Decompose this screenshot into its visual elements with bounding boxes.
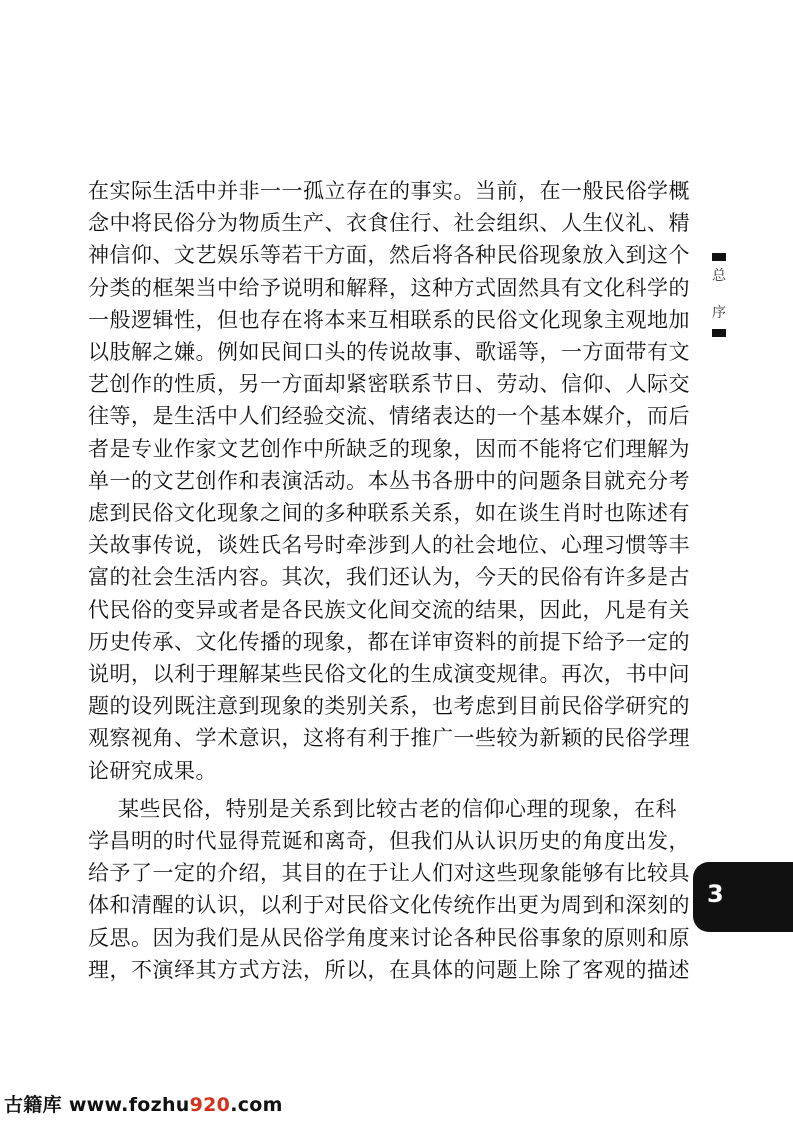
text-line: 论研究成果。 — [88, 758, 217, 783]
text-line: 一般逻辑性，但也存在将本来互相联系的民俗文化现象主观地加 — [88, 307, 690, 332]
text-line: 分类的框架当中给予说明和解释，这种方式固然具有文化科学的 — [88, 275, 690, 300]
text-line: 题的设列既注意到现象的类别关系，也考虑到目前民俗学研究的 — [88, 694, 690, 719]
side-marker-top — [712, 246, 726, 285]
text-line: 学昌明的时代显得荒诞和离奇，但我们从认识历史的角度出发， — [88, 829, 690, 854]
marker-bar-bottom — [712, 329, 726, 337]
text-line: 以肢解之嫌。例如民间口头的传说故事、歌谣等，一方面带有文 — [88, 340, 690, 365]
side-char-bottom: 序 — [712, 305, 726, 321]
watermark-url-accent: 920 — [189, 1094, 231, 1116]
text-line: 关故事传说，谈姓氏名号时牵涉到人的社会地位、心理习惯等丰 — [88, 533, 690, 558]
text-line: 观察视角、学术意识，这将有利于推广一些较为新颖的民俗学理 — [88, 726, 690, 751]
text-line: 者是专业作家文艺创作中所缺乏的现象，因而不能将它们理解为 — [88, 436, 690, 461]
watermark — [4, 1090, 283, 1117]
text-line: 念中将民俗分为物质生产、衣食住行、社会组织、人生仪礼、精 — [88, 211, 690, 236]
text-line: 反思。因为我们是从民俗学角度来讨论各种民俗事象的原则和原 — [88, 925, 690, 950]
side-char-top: 总 — [712, 268, 726, 284]
text-line: 富的社会生活内容。其次，我们还认为，今天的民俗有许多是古 — [88, 565, 690, 590]
watermark-url-prefix: www.fozhu — [68, 1094, 190, 1116]
text-line: 理，不演绎其方式方法，所以，在具体的问题上除了客观的描述 — [88, 957, 690, 982]
page-number-tab — [693, 862, 793, 932]
text-line: 单一的文艺创作和表演活动。本丛书各册中的问题条目就充分考 — [88, 468, 690, 493]
text-line: 艺创作的性质，另一方面却紧密联系节日、劳动、信仰、人际交 — [88, 372, 690, 397]
text-line: 某些民俗，特别是关系到比较古老的信仰心理的现象，在科 — [118, 796, 677, 821]
page-number: 3 — [707, 880, 724, 908]
side-marker-bottom — [712, 302, 726, 341]
paragraph-1 — [88, 175, 690, 787]
text-line: 给予了一定的介绍，其目的在于让人们对这些现象能够有比较具 — [88, 861, 690, 886]
text-line: 说明，以利于理解某些民俗文化的生成演变规律。再次，书中问 — [88, 662, 690, 687]
text-line: 体和清醒的认识，以利于对民俗文化传统作出更为周到和深刻的 — [88, 893, 690, 918]
text-line: 在实际生活中并非一一孤立存在的事实。当前，在一般民俗学概 — [88, 179, 690, 203]
text-line: 历史传承、文化传播的现象，都在详审资料的前提下给予一定的 — [88, 629, 690, 654]
watermark-brand: 古籍库 — [4, 1094, 62, 1116]
marker-bar-top — [712, 253, 726, 261]
paragraph-2 — [88, 793, 690, 986]
page-body — [88, 175, 690, 986]
text-line: 虑到民俗文化现象之间的多种联系关系，如在谈生肖时也陈述有 — [88, 501, 690, 526]
text-line: 神信仰、文艺娱乐等若干方面，然后将各种民俗现象放入到这个 — [88, 243, 690, 268]
text-line: 代民俗的变异或者是各民族文化间交流的结果，因此，凡是有关 — [88, 597, 690, 622]
watermark-url-suffix: .com — [230, 1094, 283, 1116]
text-line: 往等，是生活中人们经验交流、情绪表达的一个基本媒介，而后 — [88, 404, 690, 429]
